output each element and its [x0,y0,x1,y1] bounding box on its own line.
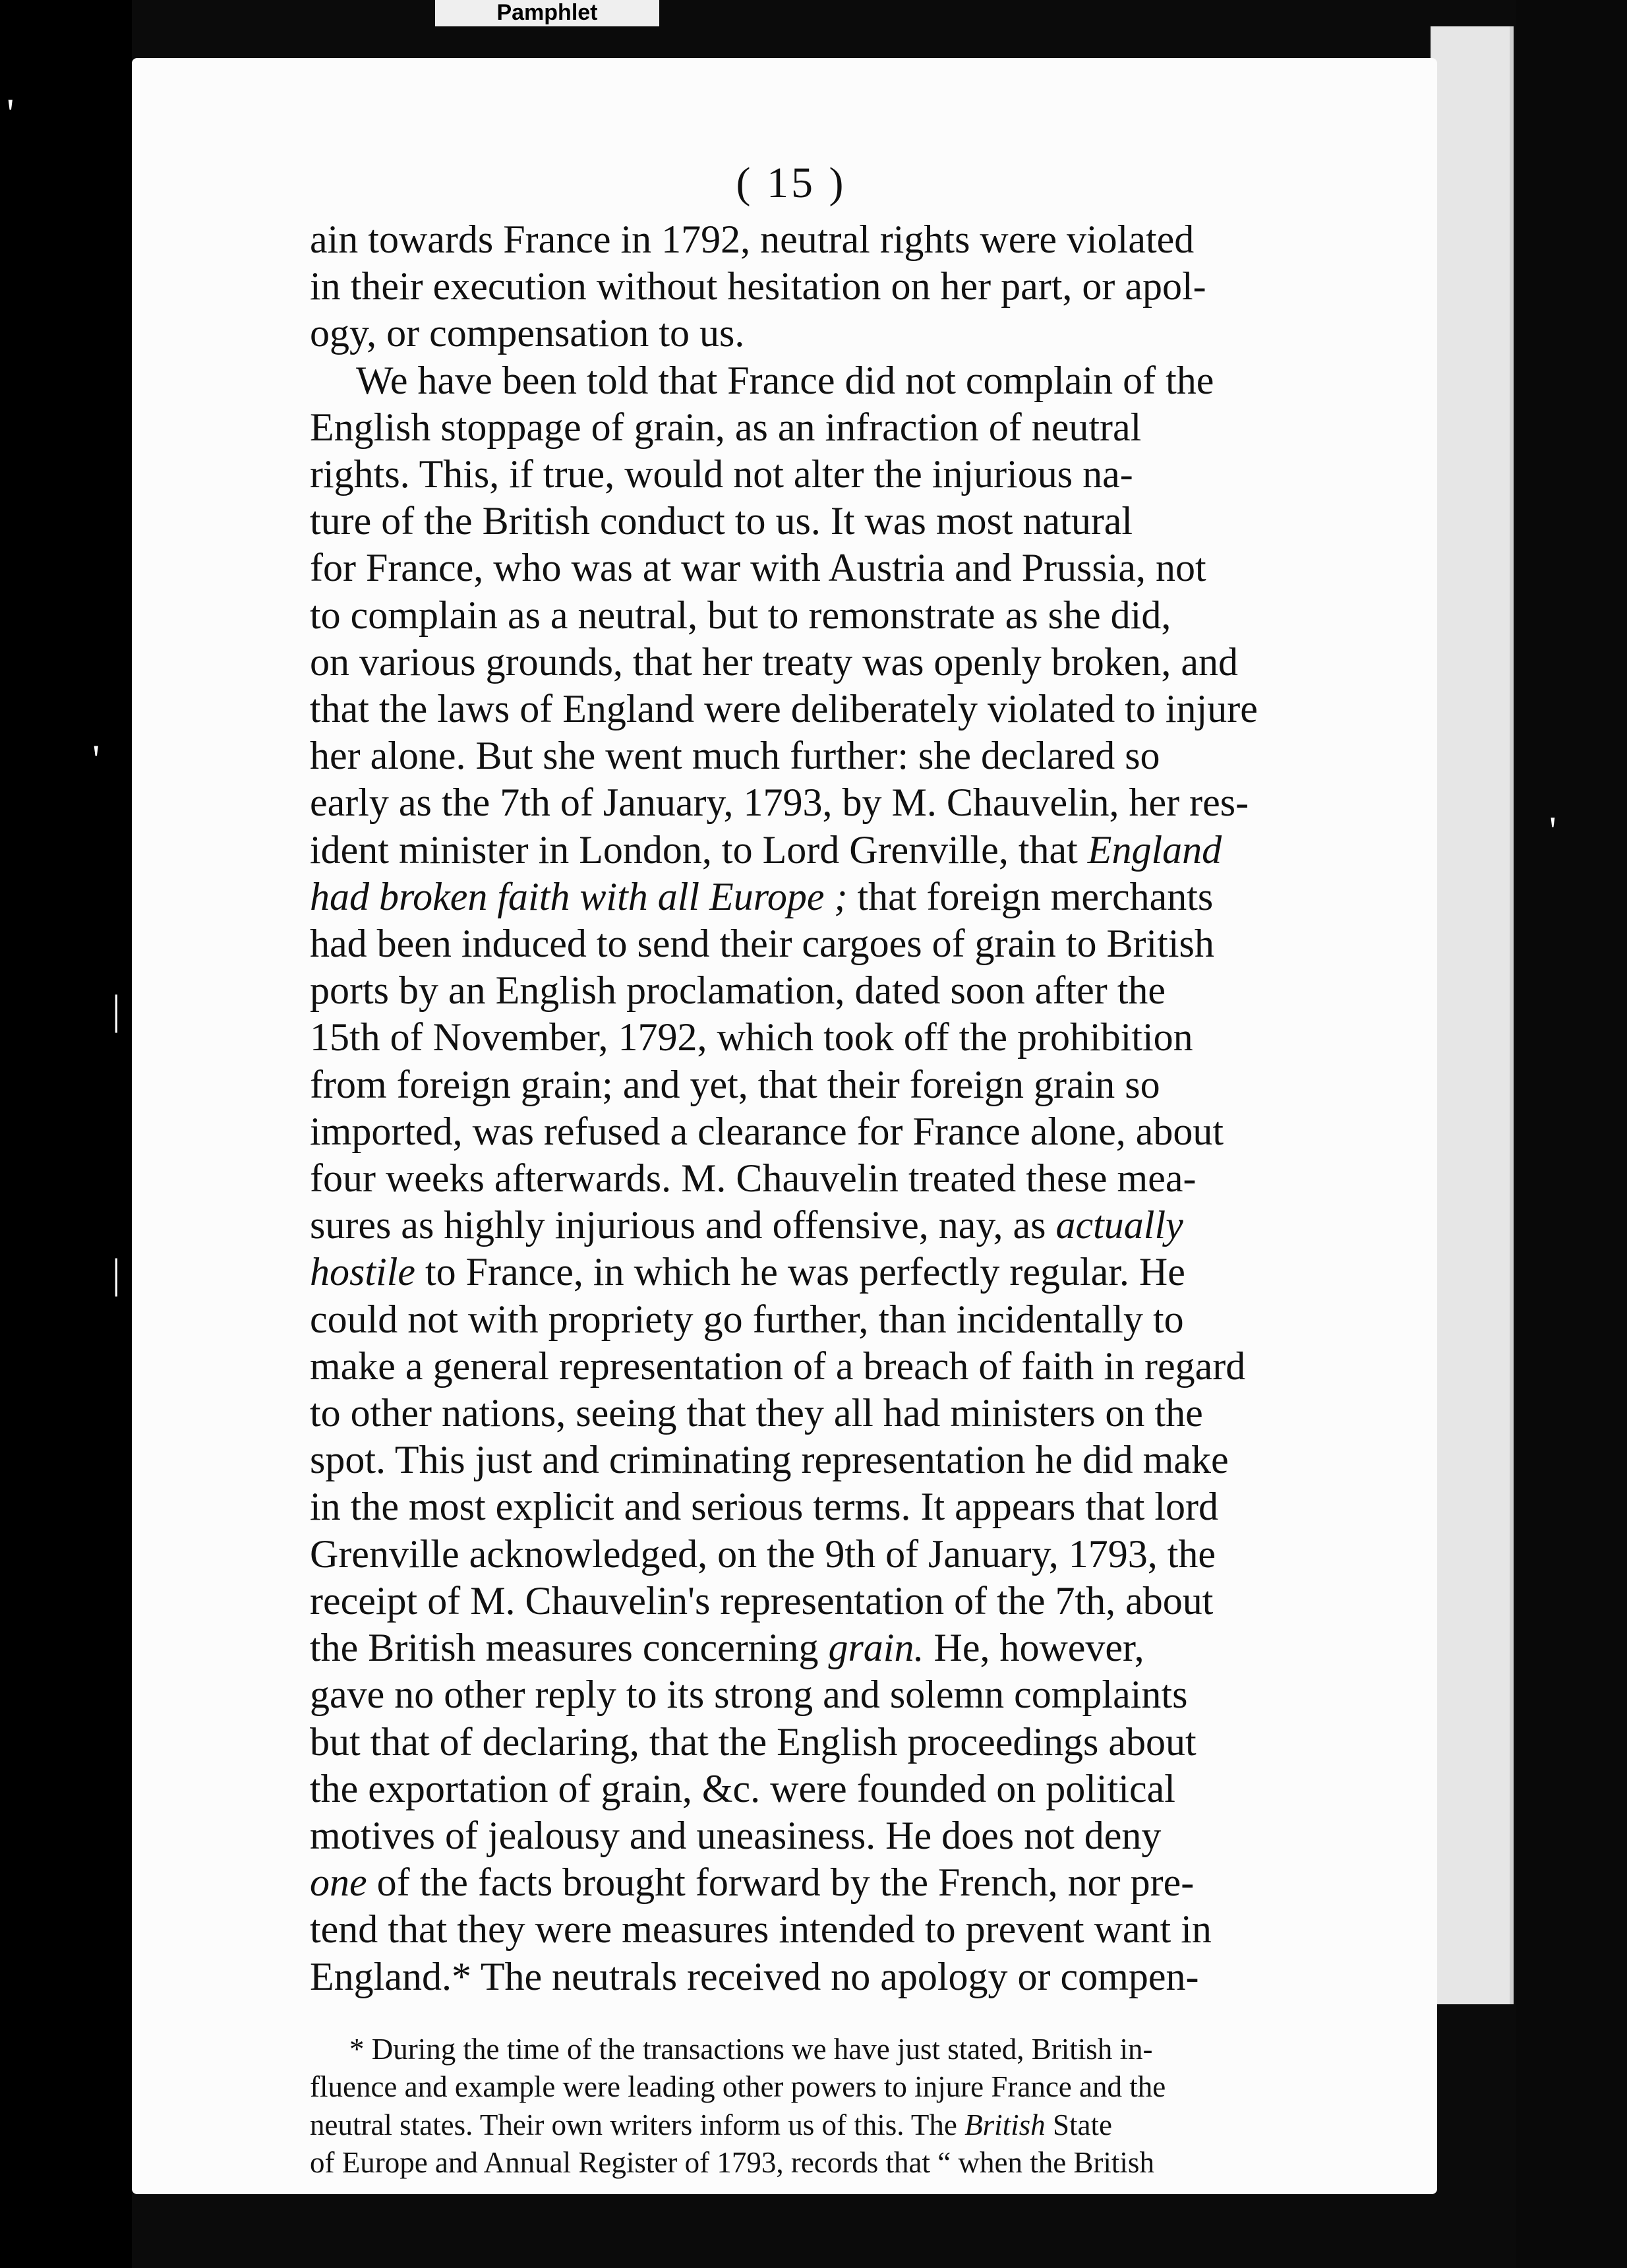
text-line: motives of jealousy and uneasiness. He does not deny [310,1813,1162,1857]
text-run: the British measures concerning [310,1626,819,1670]
text-run: of the facts brought forward by the French, nor pre- [376,1861,1195,1905]
text-line: that the laws of England were deliberately violated to injure [310,687,1258,731]
footnote-line [310,2106,1325,2145]
text-line: for France, who was at war with Austria and Prussia, not [310,546,1206,590]
text-line: in the most explicit and serious terms. It appears that lord [310,1485,1219,1529]
text-line: in their execution without hesitation on her part, or apol- [310,264,1206,309]
text-line: gave no other reply to its strong and solemn complaints [310,1673,1188,1717]
text-line [310,1859,1325,1906]
edge-mark: | [112,1250,121,1297]
underlying-page [1431,26,1514,2004]
italic-run: actually [1055,1203,1183,1247]
footnote [310,2031,1325,2182]
text-line: to other nations, seeing that they all had ministers on the [310,1391,1203,1435]
text-run: to France, in which he was perfectly regular. He [425,1250,1185,1294]
text-run: He, however, [933,1626,1144,1670]
text-run: that foreign merchants [857,874,1214,918]
text-run: ident minister in London, to Lord Grenville, that [310,827,1078,872]
text-line: had been induced to send their cargoes of grain to British [310,922,1214,966]
edge-mark: ' [92,736,100,783]
italic-run: hostile [310,1250,415,1294]
text-line [310,1625,1325,1671]
text-line: ain towards France in 1792, neutral rights were violated [310,218,1195,261]
text-line: tend that they were measures intended to prevent want in [310,1907,1212,1952]
text-line: imported, was refused a clearance for France alone, about [310,1109,1224,1153]
footnote-line: fluence and example were leading other powers to injure France and the [310,2070,1166,2104]
text-run: neutral states. Their own writers inform us of this. The [310,2108,957,2141]
italic-run: British [964,2108,1046,2141]
text-line: from foreign grain; and yet, that their foreign grain so [310,1062,1160,1106]
text-line [310,874,1325,920]
text-line: We have been told that France did not complain of the [356,358,1214,402]
text-line: the exportation of grain, &c. were founded on political [310,1766,1175,1810]
text-line: ports by an English proclamation, dated soon after the [310,969,1166,1013]
text-line: make a general representation of a breach of faith in regard [310,1344,1246,1388]
left-margin-strip [0,0,132,2268]
text-line: could not with propriety go further, than incidentally to [310,1297,1184,1341]
italic-run: England [1087,827,1222,872]
text-run: sures as highly injurious and offensive, nay, as [310,1203,1046,1247]
text-line: 15th of November, 1792, which took off the prohibition [310,1015,1193,1059]
text-line: England.* The neutrals received no apology or compen- [310,1954,1199,1998]
text-line: English stoppage of grain, as an infraction of neutral [310,405,1142,449]
text-line [310,1249,1325,1296]
edge-mark: ' [7,90,15,136]
text-line: on various grounds, that her treaty was openly broken, and [310,640,1238,684]
text-line: four weeks afterwards. M. Chauvelin treated these mea- [310,1156,1197,1201]
text-line: but that of declaring, that the English proceedings about [310,1719,1197,1764]
text-line: rights. This, if true, would not alter the injurious na- [310,452,1133,496]
text-line: to complain as a neutral, but to remonstrate as she did, [310,593,1171,637]
right-dark-area [1516,0,1627,2268]
italic-run: one [310,1861,367,1905]
text-line: her alone. But she went much further: she declared so [310,734,1160,778]
edge-mark: ' [1549,809,1556,852]
text-line: ture of the British conduct to us. It was most natural [310,499,1133,543]
italic-run: had broken faith with all Europe ; [310,874,848,918]
pamphlet-tag: Pamphlet [435,0,659,26]
text-run: State [1052,2108,1112,2141]
page-text [310,158,1325,2182]
body-text [310,216,1325,2000]
text-line [310,1202,1325,1249]
italic-run: grain. [828,1626,924,1670]
footnote-line: * During the time of the transactions we have just stated, British in- [349,2032,1153,2066]
footnote-line: of Europe and Annual Register of 1793, records that “ when the British [310,2146,1154,2180]
text-line: early as the 7th of January, 1793, by M. Chauvelin, her res- [310,781,1249,825]
text-line: receipt of M. Chauvelin's representation of the 7th, about [310,1578,1214,1623]
page-number: ( 15 ) [736,159,846,207]
text-line [310,827,1325,874]
text-line: spot. This just and criminating representation he did make [310,1438,1229,1482]
text-line: Grenville acknowledged, on the 9th of January, 1793, the [310,1532,1216,1576]
edge-mark: | [112,986,121,1033]
text-line: ogy, or compensation to us. [310,311,745,355]
